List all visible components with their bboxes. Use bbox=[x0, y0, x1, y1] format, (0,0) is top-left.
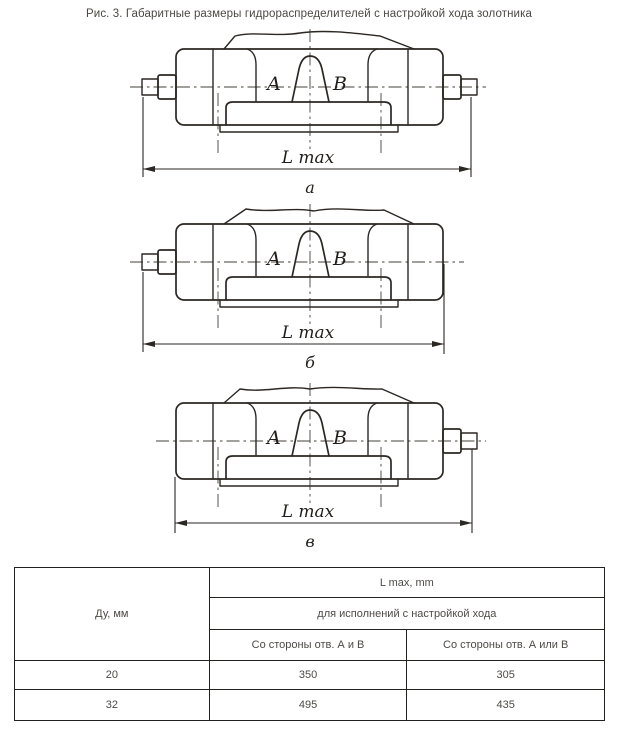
variant-label: а bbox=[305, 178, 315, 197]
bottom-step bbox=[220, 479, 398, 486]
header-lmax: L max, mm bbox=[209, 568, 604, 598]
header-variant: для исполнений с настройкой хода bbox=[209, 598, 604, 630]
valve-drawing-v bbox=[128, 381, 490, 555]
cell-ab: 350 bbox=[209, 661, 407, 690]
header-dn: Ду, мм bbox=[15, 568, 210, 661]
top-cover-outline bbox=[224, 31, 414, 49]
inner-section-right bbox=[368, 49, 377, 101]
dimension-label: L max bbox=[281, 148, 335, 168]
top-cover-outline bbox=[224, 209, 414, 224]
dimensions-table bbox=[14, 567, 605, 721]
variant-label: в bbox=[305, 532, 315, 551]
figure-caption: Рис. 3. Габаритные размеры гидрораспределителей с настройкой хода золотника bbox=[86, 8, 532, 20]
cell-a-or-b: 435 bbox=[407, 690, 605, 721]
spool-dome bbox=[292, 231, 329, 277]
dimension-arrow-right bbox=[432, 341, 444, 347]
bottom-plate bbox=[226, 102, 391, 125]
dimension-arrow-right bbox=[460, 520, 472, 526]
dimension-arrow-left bbox=[143, 341, 155, 347]
bottom-plate bbox=[226, 456, 391, 479]
table-row bbox=[15, 690, 605, 721]
inner-section-right bbox=[368, 224, 377, 276]
header-col-ab: Со стороны отв. А и В bbox=[209, 630, 407, 661]
table-row bbox=[15, 661, 605, 690]
variant-label: б bbox=[305, 353, 315, 372]
valve-drawing-a bbox=[128, 27, 490, 201]
inner-section-right bbox=[368, 403, 377, 455]
drawing-variant-v bbox=[128, 381, 490, 555]
inner-section-left bbox=[247, 403, 256, 455]
cell-dn: 32 bbox=[15, 690, 210, 721]
drawing-variant-b bbox=[128, 202, 490, 376]
dimension-label: L max bbox=[281, 502, 335, 522]
cell-a-or-b: 305 bbox=[407, 661, 605, 690]
port-a-label: A bbox=[267, 427, 281, 449]
port-b-label: B bbox=[333, 248, 347, 270]
port-a-label: A bbox=[267, 73, 281, 95]
bottom-step bbox=[220, 300, 398, 307]
valve-body bbox=[176, 49, 443, 125]
dimension-label: L max bbox=[281, 323, 335, 343]
spool-dome bbox=[292, 56, 329, 102]
cell-dn: 20 bbox=[15, 661, 210, 690]
spool-dome bbox=[292, 410, 329, 456]
valve-body bbox=[176, 224, 443, 300]
bottom-step bbox=[220, 125, 398, 132]
dimension-arrow-right bbox=[459, 166, 471, 172]
inner-section-left bbox=[247, 49, 256, 101]
port-b-label: B bbox=[333, 73, 347, 95]
table-header-row-1 bbox=[15, 568, 605, 598]
port-a-label: A bbox=[267, 248, 281, 270]
drawing-variant-a bbox=[128, 27, 490, 201]
bottom-plate bbox=[226, 277, 391, 300]
top-cover-outline bbox=[224, 387, 414, 403]
dimension-arrow-left bbox=[175, 520, 187, 526]
valve-drawing-b bbox=[128, 202, 490, 376]
header-col-a-or-b: Со стороны отв. А или В bbox=[407, 630, 605, 661]
inner-section-left bbox=[247, 224, 256, 276]
port-b-label: B bbox=[333, 427, 347, 449]
cell-ab: 495 bbox=[209, 690, 407, 721]
dimension-arrow-left bbox=[143, 166, 155, 172]
